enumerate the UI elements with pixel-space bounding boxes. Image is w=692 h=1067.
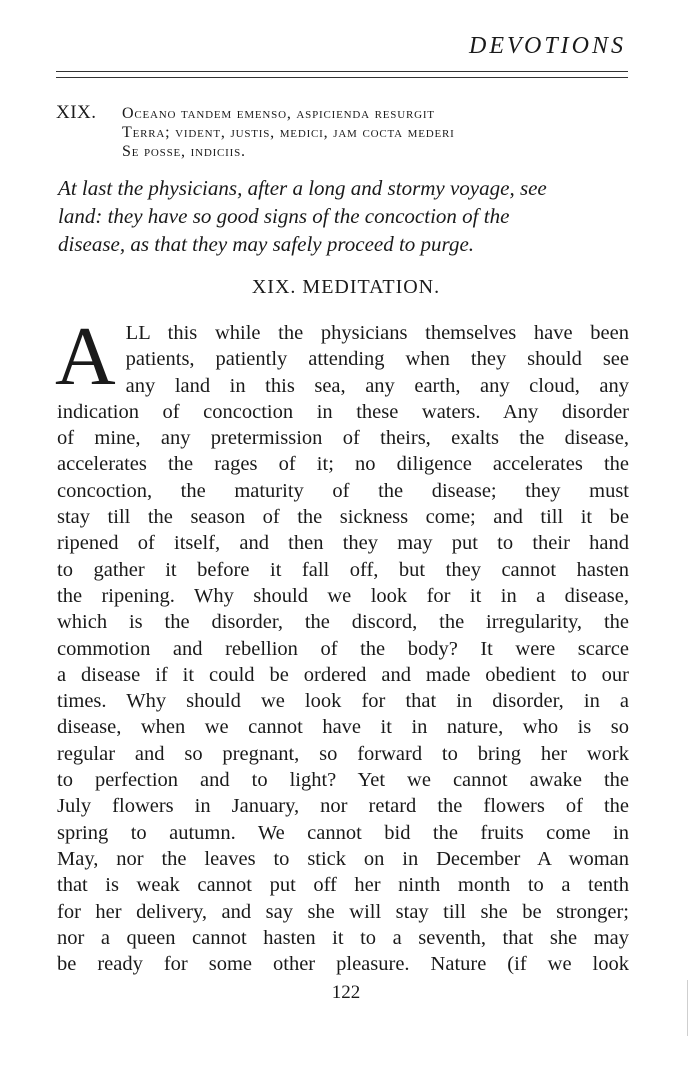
latin-argument (56, 104, 636, 161)
header-rule-bottom (56, 77, 628, 78)
text-line: LL this while the physicians themselves have been (125, 322, 629, 344)
section-heading: XIX. MEDITATION. (251, 276, 441, 298)
page-number: 122 (331, 982, 361, 1003)
text-line: a disease if it could be ordered and made obedient to our (57, 663, 629, 686)
text-line: accelerates the rages of it; no diligence accelerates the (57, 453, 629, 476)
latin-line: Terra; vident, justis, medici, jam cocta mederi (122, 124, 455, 141)
text-line: nor a queen cannot hasten it to a seventh, that she may (57, 926, 629, 949)
page-edge-mark (687, 980, 688, 1036)
text-line: be ready for some other pleasure. Nature (if we look (57, 953, 629, 976)
text-line: to gather it before it fall off, but they cannot hasten (57, 558, 629, 581)
translation-line: disease, as that they may safely proceed to purge. (58, 232, 475, 256)
drop-cap: A (55, 310, 116, 403)
text-line: the ripening. Why should we look for it in a disease, (57, 584, 629, 607)
text-line: commotion and rebellion of the body? It were scarce (57, 637, 629, 660)
meditation-text (55, 310, 629, 977)
text-line: spring to autumn. We cannot bid the fruits come in (57, 821, 629, 844)
header-rule-top (56, 71, 628, 72)
running-head: DEVOTIONS (469, 33, 626, 59)
text-line: ripened of itself, and then they may put to their hand (57, 532, 629, 555)
translation-line: land: they have so good signs of the concoction of the (58, 204, 510, 228)
latin-line: Oceano tandem emenso, aspicienda resurgit (122, 105, 435, 122)
text-line: that is weak cannot put off her ninth month to a tenth (57, 874, 629, 897)
text-line: for her delivery, and say she will stay till she be stronger; (57, 900, 629, 923)
latin-line: Se posse, indiciis. (122, 143, 246, 160)
text-line: concoction, the maturity of the disease; they must (57, 479, 629, 502)
text-line: stay till the season of the sickness come; and till it be (57, 506, 629, 529)
translation-line: At last the physicians, after a long and stormy voyage, see (58, 176, 547, 200)
text-line: July flowers in January, nor retard the flowers of the (57, 795, 629, 818)
text-line: times. Why should we look for that in disorder, in a (57, 690, 629, 713)
english-argument (58, 174, 678, 258)
text-line: which is the disorder, the discord, the irregularity, the (57, 611, 629, 634)
text-line: regular and so pregnant, so forward to bring her work (57, 742, 629, 765)
text-line: of mine, any pretermission of theirs, exalts the disease, (57, 427, 629, 450)
argument-number: XIX. (56, 102, 97, 123)
text-line: to perfection and to light? Yet we cannot awake the (57, 769, 629, 792)
text-line: disease, when we cannot have it in nature, who is so (57, 716, 629, 739)
text-line: patients, patiently attending when they should see (125, 348, 629, 371)
text-line: indication of concoction in these waters. Any disorder (57, 400, 629, 423)
text-line: May, nor the leaves to stick on in December A woman (57, 847, 629, 870)
text-line: any land in this sea, any earth, any cloud, any (125, 374, 629, 397)
